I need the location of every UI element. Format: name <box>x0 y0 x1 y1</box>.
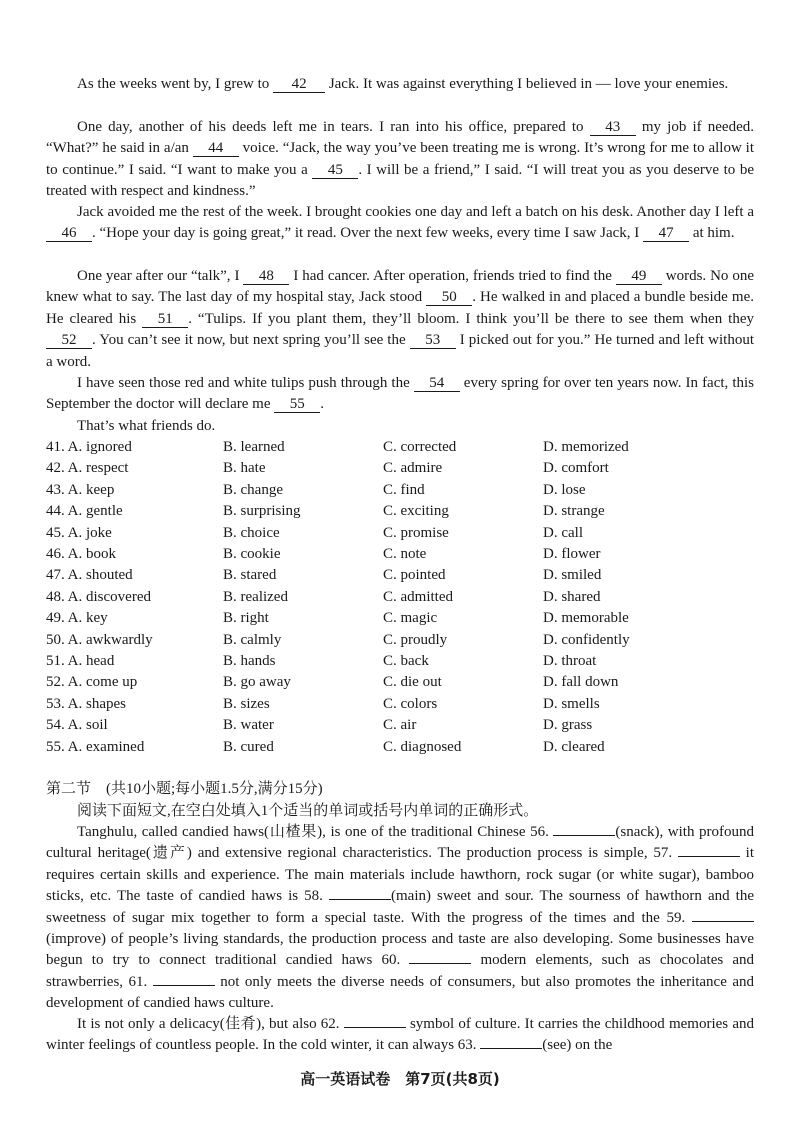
option-d: D. memorized <box>543 439 629 455</box>
option-d: D. strange <box>543 503 605 520</box>
blank-59 <box>692 921 754 922</box>
passage-paragraph-4: One year after our “talk”, I 48 I had cancer. After operation, friends tried to find the 49 words. No one knew what to say. The last day of my hospital stay, Jack stood 50 . He walked in and placed a bundle beside me. He cleared his 51 . “Tulips. If you plant them, they’ll bloom. I think you’ll be there to see them when they 52 . You can’t see it now, but next spring you’ll see the 53 I picked out for you.” He turned and left without a word. <box>46 268 755 370</box>
option-d: D. shared <box>543 588 601 605</box>
section-heading: 第二节 (共10小题;每小题1.5分,满分15分) <box>46 781 323 797</box>
option-b: B. choice <box>223 524 280 541</box>
blank-43: 43 <box>590 119 636 136</box>
option-row-44 <box>46 501 754 522</box>
option-b: B. cookie <box>223 546 281 562</box>
option-d: D. memorable <box>543 610 629 627</box>
option-b: B. realized <box>223 588 288 605</box>
option-row-42 <box>46 458 754 479</box>
option-b: B. learned <box>223 439 285 455</box>
option-a: 44. A. gentle <box>46 503 123 520</box>
option-a: 46. A. book <box>46 546 117 562</box>
option-a: 43. A. keep <box>46 481 115 498</box>
option-row-55 <box>46 737 754 758</box>
cloze-paragraph-1: Tanghulu, called candied haws(山楂果), is one of the traditional Chinese 56. (snack), with profound cultural heritage(遗产) and extensive regional characteristics. The production process is simple, 57. it requires certain skills and experience. The main materials include hawthorn, rock sugar (or white sugar), bamboo sticks, etc. The taste of candied haws is 58. (main) sweet and sour. The sourness of hawthorn and the sweetness of sugar mix together to form a special taste. With the progress of the times and the 59. (improve) of people’s living standards, the production process and taste are also developing. Some businesses have begun to try to connect traditional candied haws 60. modern elements, such as chocolates and strawberries, 61. not only meets the diverse needs of consumers, but also promotes the inheritance and development of candied haws culture. <box>46 824 754 1012</box>
option-d: D. comfort <box>543 460 609 477</box>
passage-paragraph-2: One day, another of his deeds left me in tears. I ran into his office, prepared to 43 my job if needed. “What?” he said in a/an 44 voice. “Jack, the way you’ve been treating me is wrong. It’s wrong for me to allow it to continue.” I said. “I want to make you a 45 . I will be a friend,” I said. “I will treat you as you deserve to be treated with respect and kindness.” <box>46 119 754 200</box>
passage-paragraph-5: I have seen those red and white tulips push through the 54 every spring for over ten years now. In fact, this September the doctor will declare me 55 . <box>46 375 754 413</box>
option-c: C. die out <box>383 674 442 691</box>
blank-57 <box>678 856 740 857</box>
blank-63 <box>480 1048 542 1049</box>
option-b: B. sizes <box>223 695 270 712</box>
option-row-48 <box>46 587 754 608</box>
blank-60 <box>409 963 471 964</box>
option-d: D. grass <box>543 717 593 734</box>
option-row-46 <box>46 544 754 565</box>
blank-54: 54 <box>414 375 460 392</box>
option-d: D. cleared <box>543 738 605 755</box>
option-row-43 <box>46 480 754 501</box>
passage-paragraph-1: As the weeks went by, I grew to 42 Jack. It was against everything I believed in — love your enemies. <box>77 76 729 92</box>
option-a: 49. A. key <box>46 610 108 627</box>
option-d: D. call <box>543 524 583 541</box>
option-c: C. pointed <box>383 567 446 584</box>
passage-closing-line: That’s what friends do. <box>77 418 216 434</box>
blank-51: 51 <box>142 311 188 328</box>
option-b: B. hands <box>223 653 276 669</box>
option-row-49 <box>46 608 754 629</box>
passage-paragraph-3: Jack avoided me the rest of the week. I brought cookies one day and left a batch on his desk. Another day I left a 46 . “Hope your day is going great,” it read. Over the next few weeks, every time I saw Jack, I 47 at him. <box>46 202 754 245</box>
cloze-paragraph-2: It is not only a delicacy(佳肴), but also 62. symbol of culture. It carries the childhood memories and winter feelings of countless people. In the cold winter, it can always 63. (see) on the <box>46 1016 754 1054</box>
option-c: C. admire <box>383 460 443 477</box>
option-d: D. flower <box>543 546 601 562</box>
option-c: C. back <box>383 653 429 669</box>
option-b: B. surprising <box>223 503 301 520</box>
option-c: C. proudly <box>383 631 448 648</box>
blank-50: 50 <box>426 289 472 306</box>
option-a: 52. A. come up <box>46 674 138 691</box>
option-b: B. hate <box>223 460 266 477</box>
option-d: D. lose <box>543 481 586 498</box>
option-b: B. cured <box>223 738 274 755</box>
option-c: C. magic <box>383 610 438 627</box>
option-row-54 <box>46 715 754 736</box>
blank-58 <box>329 899 391 900</box>
option-c: C. admitted <box>383 588 453 605</box>
blank-52: 52 <box>46 332 92 349</box>
option-d: D. smells <box>543 695 600 712</box>
option-b: B. stared <box>223 567 277 584</box>
option-c: C. find <box>383 481 425 498</box>
option-a: 50. A. awkwardly <box>46 631 153 648</box>
option-a: 45. A. joke <box>46 524 112 541</box>
section-instruction: 阅读下面短文,在空白处填入1个适当的单词或括号内单词的正确形式。 <box>77 803 539 819</box>
option-c: C. colors <box>383 695 438 712</box>
option-a: 42. A. respect <box>46 460 129 477</box>
option-b: B. go away <box>223 674 291 691</box>
option-row-45 <box>46 523 754 544</box>
option-c: C. diagnosed <box>383 738 462 755</box>
option-a: 48. A. discovered <box>46 588 151 605</box>
option-a: 41. A. ignored <box>46 439 132 455</box>
blank-44: 44 <box>193 140 239 157</box>
blank-47: 47 <box>643 225 689 242</box>
blank-46: 46 <box>46 225 92 242</box>
option-a: 47. A. shouted <box>46 567 133 584</box>
blank-62 <box>344 1027 406 1028</box>
option-c: C. air <box>383 717 417 734</box>
blank-53: 53 <box>410 332 456 349</box>
option-a: 54. A. soil <box>46 717 108 734</box>
blank-42: 42 <box>273 76 325 93</box>
blank-61 <box>153 985 215 986</box>
option-b: B. change <box>223 481 283 498</box>
option-b: B. calmly <box>223 631 282 648</box>
blank-55: 55 <box>274 396 320 413</box>
option-d: D. throat <box>543 653 597 669</box>
option-row-51 <box>46 651 754 672</box>
option-a: 55. A. examined <box>46 738 145 755</box>
option-d: D. fall down <box>543 674 619 691</box>
option-a: 53. A. shapes <box>46 695 126 712</box>
option-c: C. promise <box>383 524 449 541</box>
option-c: C. note <box>383 546 427 562</box>
blank-48: 48 <box>243 268 289 285</box>
option-b: B. water <box>223 717 274 734</box>
option-row-53 <box>46 694 754 715</box>
option-row-52 <box>46 672 754 693</box>
option-c: C. corrected <box>383 439 457 455</box>
option-a: 51. A. head <box>46 653 115 669</box>
option-d: D. confidently <box>543 631 630 648</box>
option-b: B. right <box>223 610 269 627</box>
blank-56 <box>553 835 615 836</box>
option-row-41 <box>46 437 754 458</box>
option-c: C. exciting <box>383 503 449 520</box>
option-row-50 <box>46 630 754 651</box>
blank-45: 45 <box>312 162 358 179</box>
blank-49: 49 <box>616 268 662 285</box>
page-footer: 高一英语试卷 第7页(共8页) <box>300 1070 500 1088</box>
option-d: D. smiled <box>543 567 602 584</box>
option-row-47 <box>46 565 754 586</box>
